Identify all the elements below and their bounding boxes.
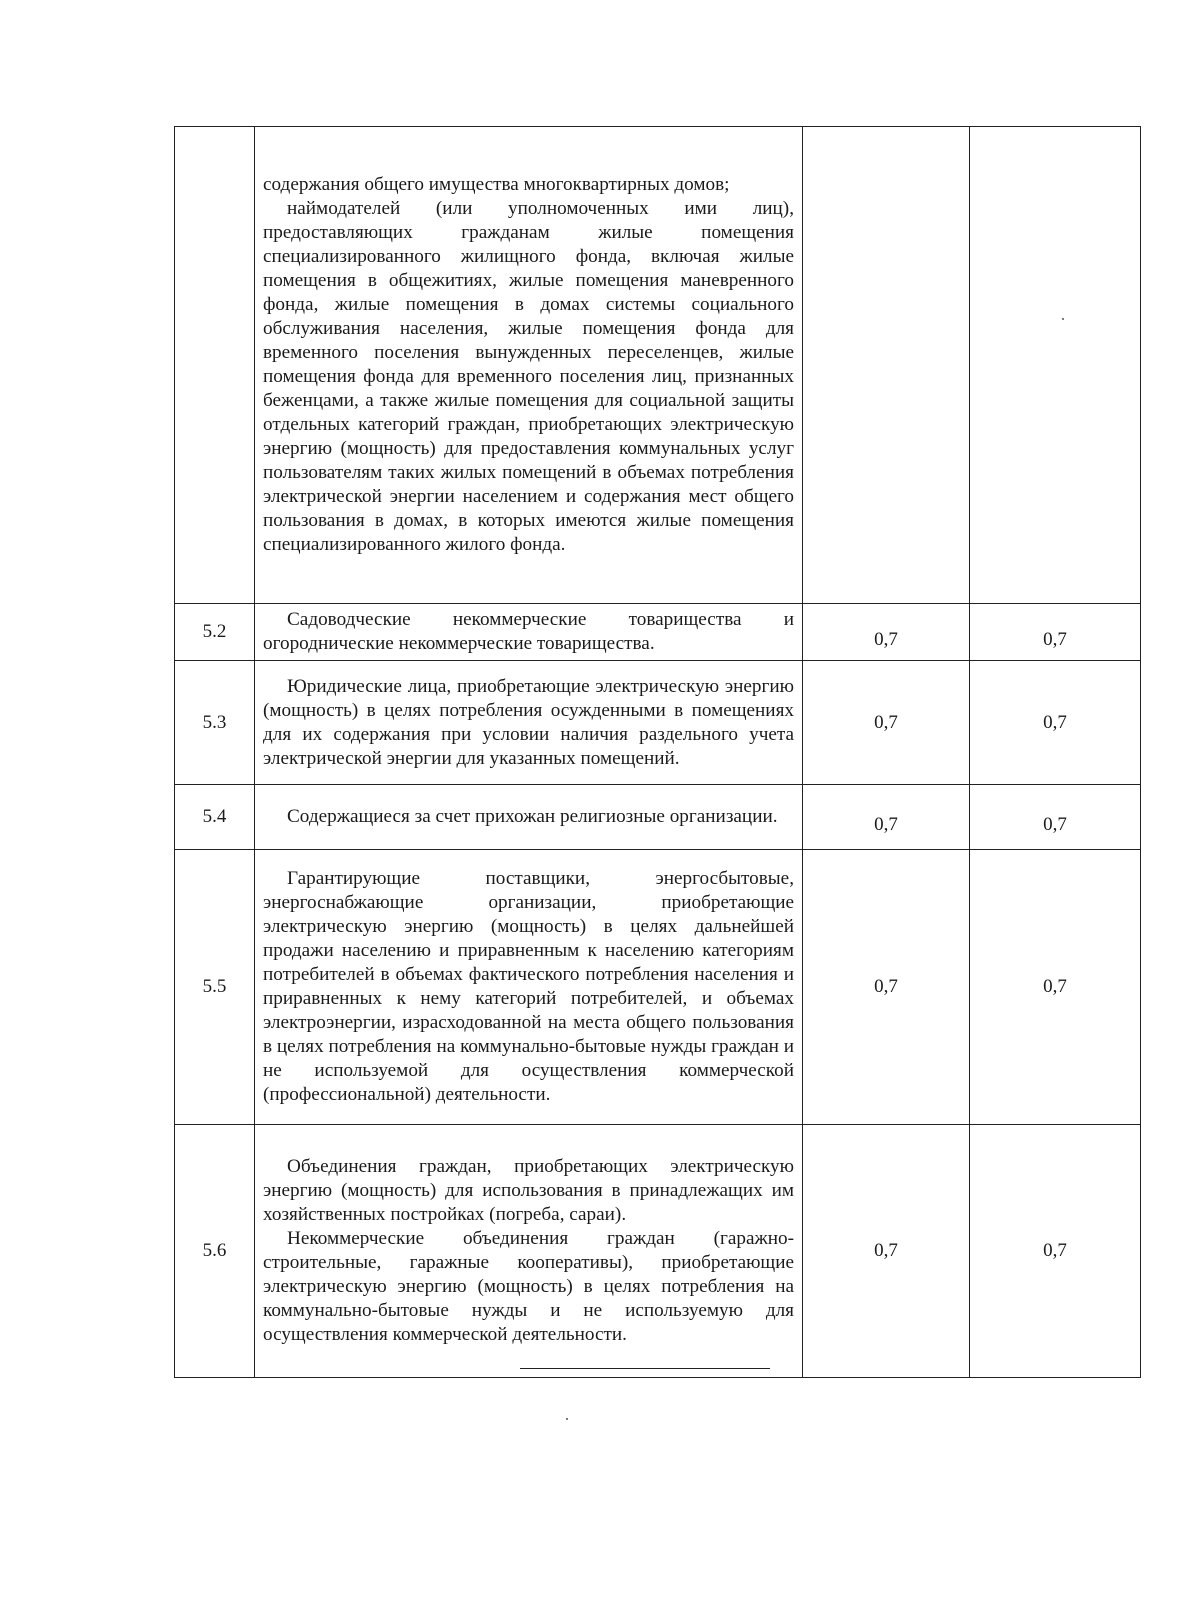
table-row	[175, 785, 1141, 850]
scan-speck	[566, 1418, 568, 1420]
row-number: 5.2	[175, 604, 255, 661]
description-paragraph: Содержащиеся за счет прихожан религиозные организации.	[287, 806, 778, 827]
table-row	[175, 127, 1141, 604]
row-value-1	[803, 127, 970, 604]
description-paragraph: содержания общего имущества многоквартирных домов;	[263, 174, 730, 195]
row-value-2	[970, 127, 1141, 604]
row-description	[255, 785, 803, 850]
row-value-1: 0,7	[803, 850, 970, 1125]
row-description	[255, 127, 803, 604]
description-paragraph: Объединения граждан, приобретающих электрическую энергию (мощность) для использования в принадлежащих им хозяйственных постройках (погреба, сараи).	[263, 1156, 794, 1225]
row-value-1: 0,7	[803, 1125, 970, 1378]
row-description	[255, 604, 803, 661]
row-value-2: 0,7	[970, 661, 1141, 785]
row-value-1: 0,7	[803, 661, 970, 785]
row-number: 5.4	[175, 785, 255, 850]
row-value-1: 0,7	[803, 785, 970, 850]
description-paragraph: Садоводческие некоммерческие товарищества и огороднические некоммерческие товарищества.	[263, 609, 794, 654]
table-row	[175, 661, 1141, 785]
table-row	[175, 1125, 1141, 1378]
scan-speck	[1062, 318, 1064, 320]
row-value-2: 0,7	[970, 850, 1141, 1125]
row-value-1: 0,7	[803, 604, 970, 661]
row-number	[175, 127, 255, 604]
row-value-2: 0,7	[970, 1125, 1141, 1378]
end-of-document-rule	[520, 1368, 770, 1369]
description-paragraph: Гарантирующие поставщики, энергосбытовые, энергоснабжающие организации, приобретающие электрическую энергию (мощность) в целях дальнейшей продажи населению и приравненным к населению категориям потребителей в объемах фактического потребления населения и приравненных к нему категорий потребителей, и объемах электроэнергии, израсходованной на места общего пользования в целях потребления на коммунально-бытовые нужды граждан и не используемой для осуществления коммерческой (профессиональной) деятельности.	[263, 868, 794, 1105]
description-paragraph: Юридические лица, приобретающие электрическую энергию (мощность) в целях потребления осужденными в помещениях для их содержания при условии наличия раздельного учета электрической энергии для указанных помещений.	[263, 675, 794, 769]
table-row	[175, 604, 1141, 661]
tariff-coefficients-table	[174, 126, 1141, 1378]
row-description	[255, 850, 803, 1125]
row-number: 5.6	[175, 1125, 255, 1378]
description-paragraph: наймодателей (или уполномоченных ими лиц), предоставляющих гражданам жилые помещения специализированного жилищного фонда, включая жилые помещения в общежитиях, жилые помещения маневренного фонда, жилые помещения в домах системы социального обслуживания населения, жилые помещения фонда для временного поселения вынужденных переселенцев, жилые помещения фонда для временного поселения лиц, признанных беженцами, а также жилые помещения для социальной защиты отдельных категорий граждан, приобретающих электрическую энергию (мощность) для предоставления коммунальных услуг пользователям таких жилых помещений в объемах потребления электрической энергии населением и содержания мест общего пользования в домах, в которых имеются жилые помещения специализированного жилого фонда.	[263, 198, 794, 555]
row-description	[255, 661, 803, 785]
row-number: 5.3	[175, 661, 255, 785]
row-value-2: 0,7	[970, 604, 1141, 661]
row-description	[255, 1125, 803, 1378]
table-row	[175, 850, 1141, 1125]
row-value-2: 0,7	[970, 785, 1141, 850]
row-number: 5.5	[175, 850, 255, 1125]
description-paragraph: Некоммерческие объединения граждан (гаражно-строительные, гаражные кооперативы), приобретающие электрическую энергию (мощность) в целях потребления на коммунально-бытовые нужды и не используемую для осуществления коммерческой деятельности.	[263, 1228, 794, 1345]
